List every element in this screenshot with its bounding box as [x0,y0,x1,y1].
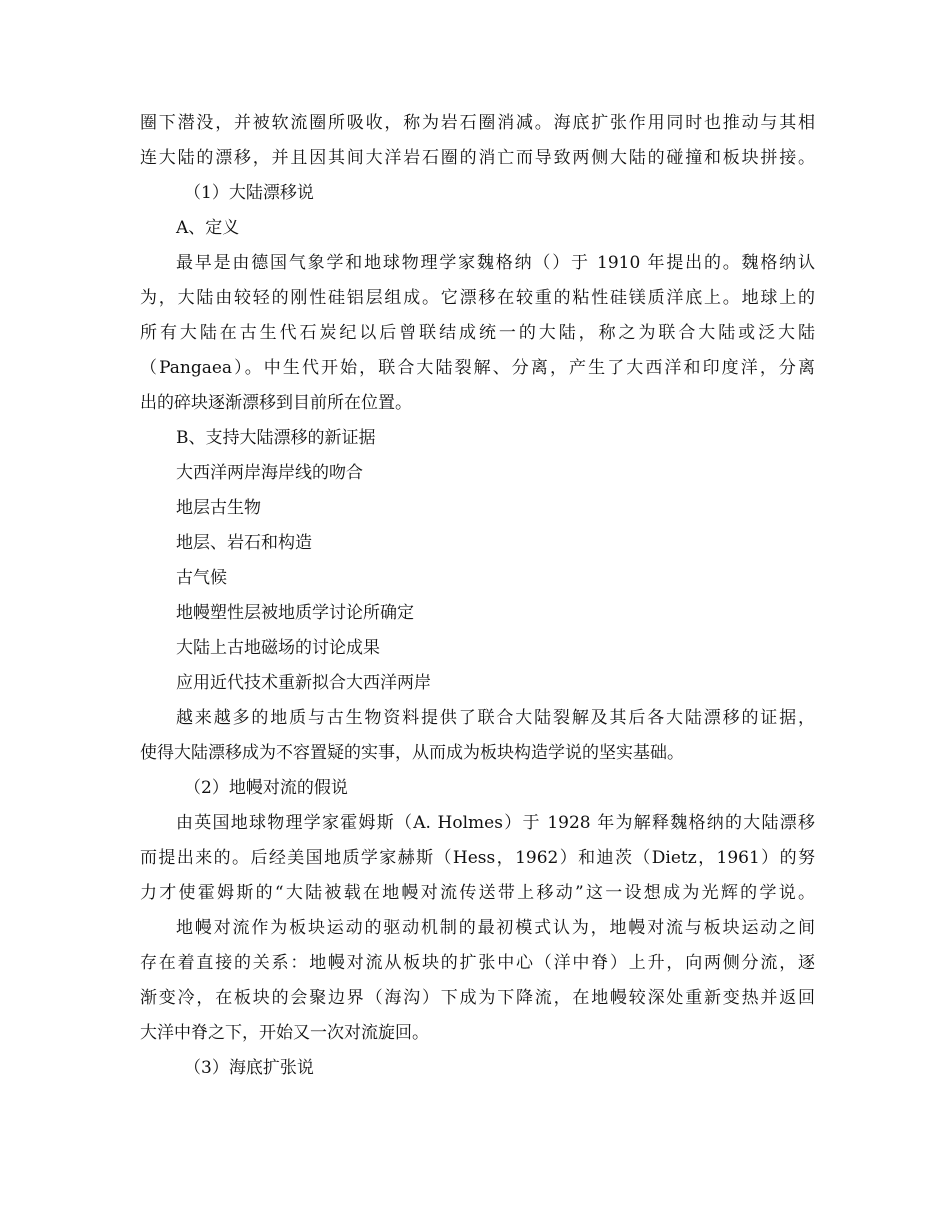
text-line: 大洋中脊之下，开始又一次对流旋回。 [140,1023,429,1043]
document-page [140,106,815,1086]
text-line: 连大陆的漂移，并且因其间大洋岩石圈的消亡而导致两侧大陆的碰撞和板块拼接。 [140,148,815,168]
list-item: 地幔塑性层被地质学讨论所确定 [176,603,414,623]
text-line: 所有大陆在古生代石炭纪以后曾联结成统一的大陆，称之为联合大陆或泛大陆 [140,323,815,343]
text-line: 使得大陆漂移成为不容置疑的实事，从而成为板块构造学说的坚实基础。 [140,743,684,763]
text-line: 由英国地球物理学家霍姆斯（A. Holmes）于 1928 年为解释魏格纳的大陆漂移 [176,813,815,833]
text-line: 渐变冷，在板块的会聚边界（海沟）下成为下降流，在地幔较深处重新变热并返回 [140,988,815,1008]
text-line: 最早是由德国气象学和地球物理学家魏格纳（）于 1910 年提出的。魏格纳认 [176,253,815,273]
text-line: 圈下潜没，并被软流圈所吸收，称为岩石圈消减。海底扩张作用同时也推动与其相 [140,113,815,133]
text-line: 出的碎块逐渐漂移到目前所在位置。 [140,393,412,413]
text-line: 越来越多的地质与古生物资料提供了联合大陆裂解及其后各大陆漂移的证据， [176,708,815,728]
text-line: 存在着直接的关系：地幔对流从板块的扩张中心（洋中脊）上升，向两侧分流，逐 [140,953,815,973]
list-item: 大西洋两岸海岸线的吻合 [176,463,363,483]
list-item: 地层、岩石和构造 [176,533,312,553]
list-item: 地层古生物 [176,498,261,518]
section-heading: （2）地幔对流的假说 [184,778,348,798]
section-heading: （3）海底扩张说 [184,1058,314,1078]
list-item: 应用近代技术重新拟合大西洋两岸 [176,673,431,693]
text-line: 力才使霍姆斯的“大陆被载在地幔对流传送带上移动”这一设想成为光辉的学说。 [140,883,815,903]
subsection-heading: A、定义 [176,218,240,238]
text-line: 为，大陆由较轻的刚性硅铝层组成。它漂移在较重的粘性硅镁质洋底上。地球上的 [140,288,815,308]
text-line: （Pangaea）。中生代开始，联合大陆裂解、分离，产生了大西洋和印度洋，分离 [140,358,815,378]
subsection-heading: B、支持大陆漂移的新证据 [176,428,376,448]
text-line: 而提出来的。后经美国地质学家赫斯（Hess，1962）和迪茨（Dietz，1961）的努 [140,848,815,868]
list-item: 古气候 [176,568,227,588]
list-item: 大陆上古地磁场的讨论成果 [176,638,380,658]
section-heading: （1）大陆漂移说 [184,183,314,203]
text-line: 地幔对流作为板块运动的驱动机制的最初模式认为，地幔对流与板块运动之间 [176,918,815,938]
